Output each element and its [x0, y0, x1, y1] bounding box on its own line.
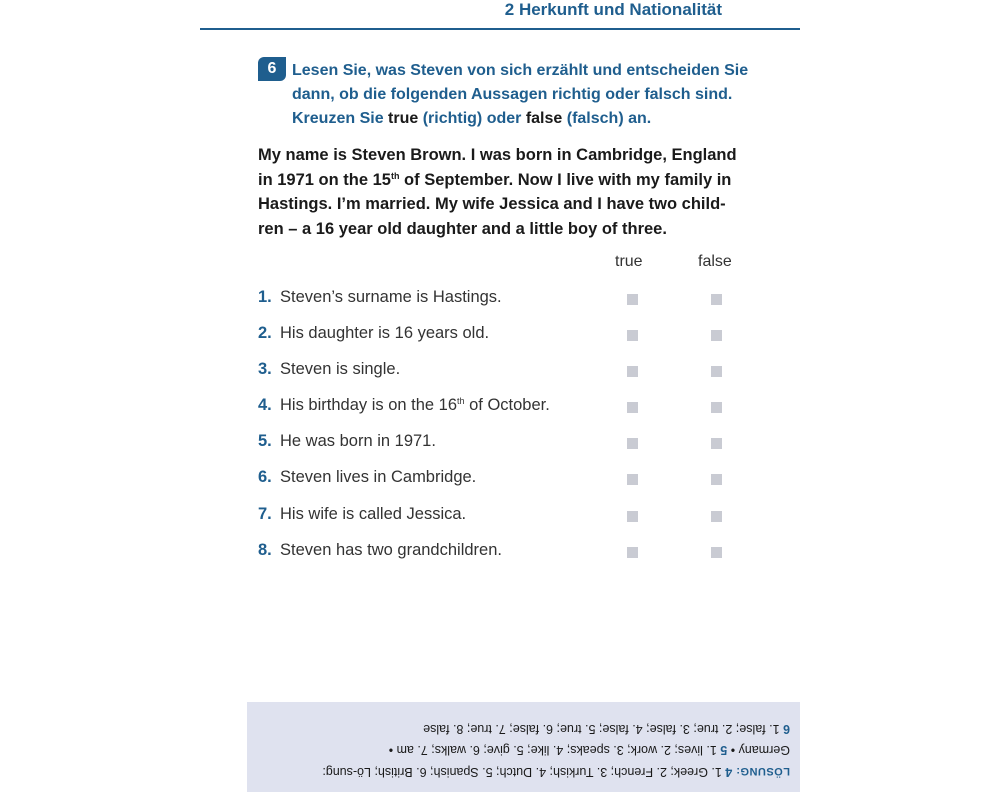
- checkbox-true-6[interactable]: [627, 474, 638, 485]
- task-number-badge: 6: [258, 57, 286, 81]
- statement-row: 8. Steven has two grandchildren.: [258, 541, 502, 559]
- page-header: [200, 0, 800, 30]
- task-instruction: Lesen Sie, was Steven von sich erzählt und entscheiden Sie dann, ob die folgenden Aussagen richtig oder falsch sind. Kreuzen Sie true (richtig) oder false (falsch) an.: [292, 62, 749, 127]
- word-true: true: [388, 110, 419, 127]
- checkbox-false-1[interactable]: [711, 294, 722, 305]
- answer-key-text: LÖSUNG: 4 1. Greek; 2. French; 3. Turkish; 4. Dutch; 5. Spanish; 6. British; Lö-sung: Germany • 5 1. lives; 2. work; 3. speaks; 4. like; 5. give; 6. walks; 7. am • 6 1. false; 2. true; 3. false; 4. false; 5. true; 6. false; 7. true; 8. false: [322, 722, 790, 779]
- checkbox-false-4[interactable]: [711, 402, 722, 413]
- checkbox-true-5[interactable]: [627, 438, 638, 449]
- checkbox-false-5[interactable]: [711, 438, 722, 449]
- checkbox-false-2[interactable]: [711, 330, 722, 341]
- checkbox-true-7[interactable]: [627, 511, 638, 522]
- column-header-false: false: [698, 253, 732, 270]
- statement-row: 4. His birthday is on the 16th of October.: [258, 396, 550, 414]
- checkbox-false-7[interactable]: [711, 511, 722, 522]
- answer-key-box: [247, 702, 800, 792]
- checkbox-true-3[interactable]: [627, 366, 638, 377]
- checkbox-true-2[interactable]: [627, 330, 638, 341]
- statement-row: 6. Steven lives in Cambridge.: [258, 468, 477, 486]
- statement-row: 5. He was born in 1971.: [258, 432, 436, 450]
- checkbox-false-3[interactable]: [711, 366, 722, 377]
- checkbox-true-8[interactable]: [627, 547, 638, 558]
- answer-key-upside-down: [247, 702, 800, 792]
- statement-row: 7. His wife is called Jessica.: [258, 505, 467, 523]
- statement-row: 3. Steven is single.: [258, 360, 401, 378]
- checkbox-true-1[interactable]: [627, 294, 638, 305]
- chapter-title: 2 Herkunft und Nationalität: [504, 0, 722, 19]
- word-false: false: [525, 110, 563, 127]
- checkbox-true-4[interactable]: [627, 402, 638, 413]
- column-header-true: true: [615, 253, 643, 270]
- statement-row: 1. Steven’s surname is Hastings.: [258, 288, 502, 306]
- checkbox-false-8[interactable]: [711, 547, 722, 558]
- checkbox-false-6[interactable]: [711, 474, 722, 485]
- statement-row: 2. His daughter is 16 years old.: [258, 324, 490, 342]
- reading-text: My name is Steven Brown. I was born in Cambridge, England in 1971 on the 15th of September. Now I live with my family in Hastings. I’m married. My wife Jessica and I have two child- ren – a 16 year old daughter and a little boy of three.: [258, 146, 737, 238]
